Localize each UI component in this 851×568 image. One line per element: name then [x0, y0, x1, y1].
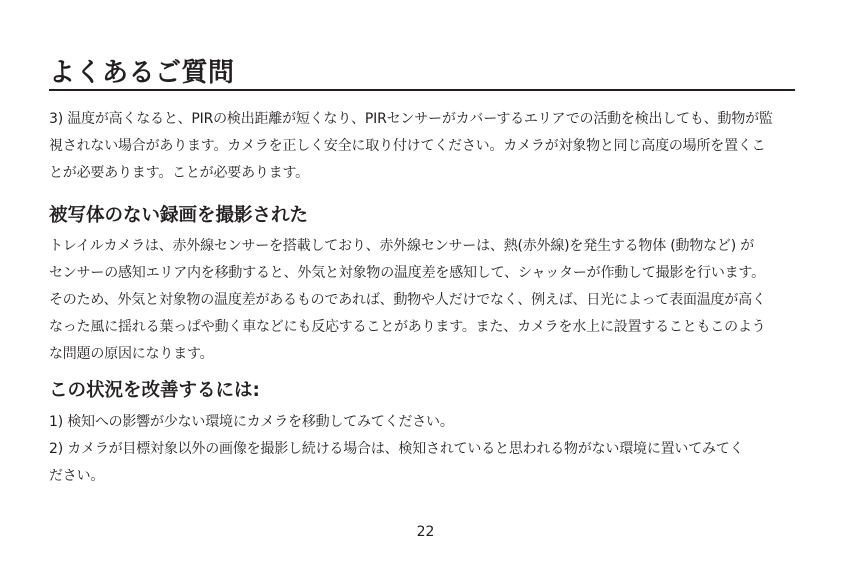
section-line: そのため、外気と対象物の温度差があるものであれば、動物や人だけでなく、例えば、日光によって表面温度が高く: [49, 292, 766, 308]
section-line: なった風に揺れる葉っぱや動く車などにも反応することがあります。また、カメラを水上に設置することもこのよう: [49, 319, 766, 335]
page-number: 22: [416, 524, 435, 540]
section-heading: この状況を改善するには:: [49, 380, 260, 401]
section-line: 2) カメラが目標対象以外の画像を撮影し続ける場合は、検知されていると思われる物がない環境に置いてみてく: [49, 441, 744, 457]
section-line: な問題の原因になります。: [49, 346, 214, 362]
section-line: トレイルカメラは、赤外線センサーを搭載しており、赤外線センサーは、熱(赤外線)を発生する物体 (動物など) が: [49, 238, 755, 254]
section-line: 1) 検知への影響が少ない環境にカメラを移動してみてください。: [49, 414, 454, 430]
title-divider: [49, 89, 795, 91]
intro-line: 視されない場合があります。カメラを正しく安全に取り付けてください。カメラが対象物と同じ高度の場所を置くこ: [49, 138, 766, 154]
page-title: よくあるご質問: [49, 58, 235, 88]
intro-line: とが必要あります。ことが必要あります。: [49, 165, 309, 181]
section-line: ださい。: [49, 468, 105, 484]
section-heading: 被写体のない録画を撮影された: [49, 205, 309, 226]
section-line: センサーの感知エリア内を移動すると、外気と対象物の温度差を感知して、シャッターが作動して撮影を行います。: [49, 265, 765, 281]
intro-line: 3) 温度が高くなると、PIRの検出距離が短くなり、PIRセンサーがカバーするエリアでの活動を検出しても、動物が監: [49, 111, 773, 127]
